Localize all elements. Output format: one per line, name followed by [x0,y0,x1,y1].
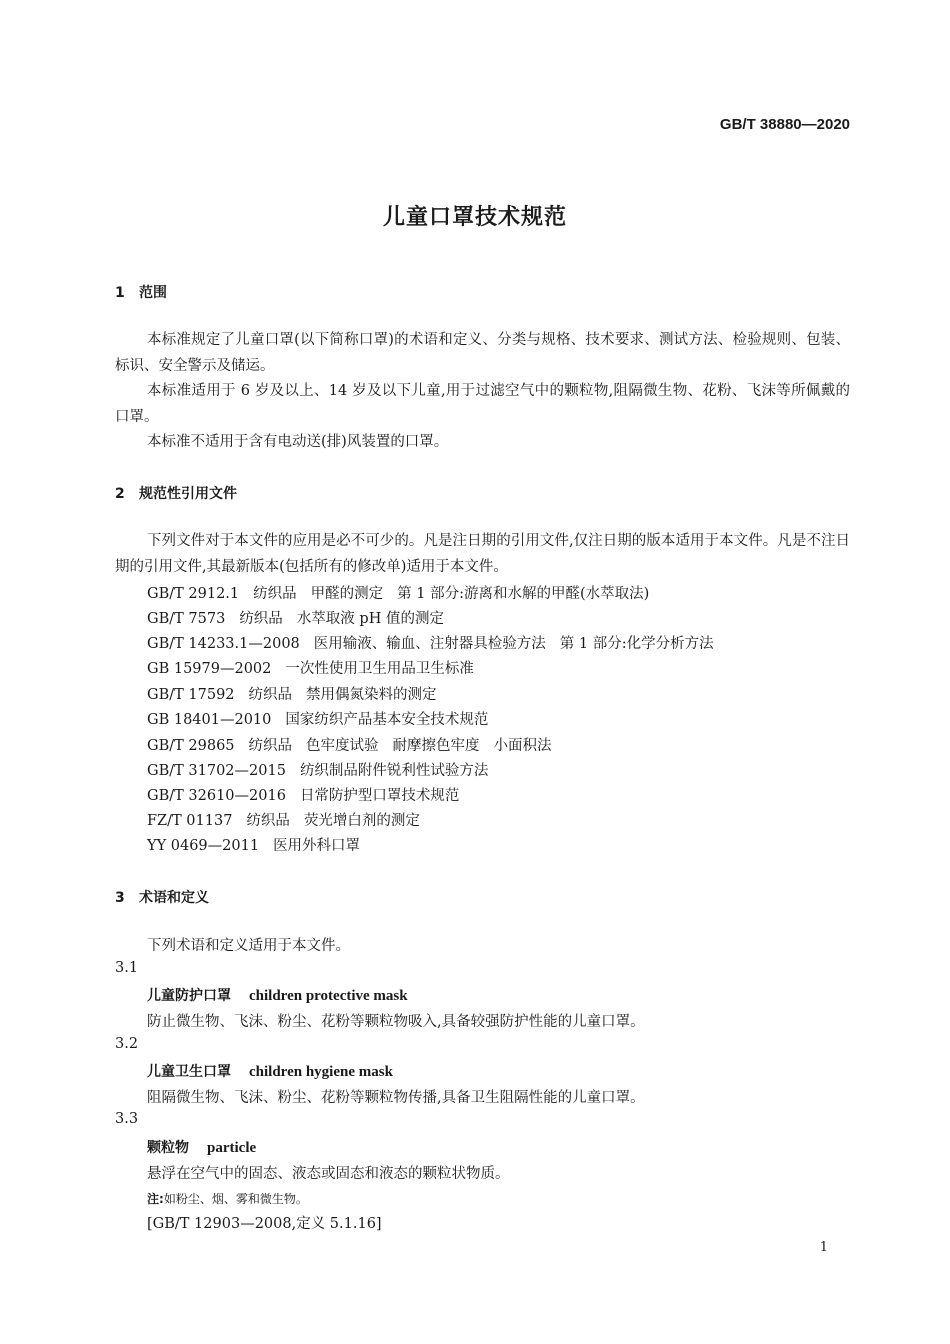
reference-title: 荧光增白剂的测定 [303,813,420,829]
reference-item [147,582,663,603]
reference-item [147,834,374,855]
term-number: 3.2 [115,1036,139,1052]
reference-title: 纺织制品附件锐利性试验方法 [299,763,489,779]
scope-paragraph-3: 本标准不适用于含有电动送(排)风装置的口罩。 [147,434,449,450]
section-number: 3 [115,890,125,906]
reference-item [147,683,451,704]
standard-number: GB/T 38880—2020 [719,116,850,133]
reference-title: 水萃取液 pH 值的测定 [296,611,444,627]
term-number: 3.1 [115,960,139,976]
term-source: [GB/T 12903—2008,定义 5.1.16] [147,1216,382,1232]
reference-item [147,708,502,729]
reference-title: 纺织品 [248,738,293,754]
reference-title: 禁用偶氮染料的测定 [306,687,437,703]
section-title: 规范性引用文件 [139,486,237,502]
reference-code: GB 18401—2010 [147,712,272,728]
section-title: 范围 [139,285,167,301]
section-title: 术语和定义 [139,890,209,906]
term-heading [147,1137,256,1157]
reference-code: GB/T 2912.1 [147,586,240,602]
reference-item [147,632,728,653]
term-en: children protective mask [249,988,408,1004]
scope-paragraph-2: 本标准适用于 6 岁及以上、14 岁及以下儿童,用于过滤空气中的颗粒物,阻隔微生物、花粉、飞沫等所佩戴的口罩。 [115,383,850,425]
reference-title: 第 1 部分:游离和水解的甲醛(水萃取法) [397,586,650,602]
reference-item [147,809,434,830]
reference-title: 小面积法 [493,738,552,754]
section-number: 1 [115,285,125,301]
reference-title: 第 1 部分:化学分析方法 [559,636,714,652]
reference-code: GB/T 32610—2016 [147,788,286,804]
reference-code: GB/T 29865 [147,738,235,754]
term-en: children hygiene mask [249,1064,393,1080]
reference-code: GB/T 7573 [147,611,226,627]
reference-title: 纺织品 [253,586,297,602]
reference-code: GB/T 14233.1—2008 [147,636,300,652]
reference-item [147,784,473,805]
reference-code: GB 15979—2002 [147,661,272,677]
note-text: 如粉尘、烟、雾和微生物。 [163,1192,308,1206]
term-number: 3.3 [115,1111,139,1127]
reference-title: 一次性使用卫生用品卫生标准 [285,661,474,677]
term-zh: 儿童卫生口罩 [147,1064,231,1080]
reference-item [147,607,458,628]
reference-title: 医用输液、输血、注射器具检验方法 [313,636,546,652]
reference-title: 甲醛的测定 [310,586,384,602]
reference-code: FZ/T 01137 [147,813,233,829]
reference-title: 日常防护型口罩技术规范 [299,788,460,804]
term-en: particle [207,1140,257,1156]
page-number: 1 [819,1240,828,1255]
note-label: 注: [147,1192,164,1206]
reference-title: 医用外科口罩 [273,838,361,854]
term-definition: 阻隔微生物、飞沫、粉尘、花粉等颗粒物传播,具备卫生阻隔性能的儿童口罩。 [147,1090,645,1106]
term-zh: 颗粒物 [147,1140,189,1156]
reference-title: 国家纺织产品基本安全技术规范 [285,712,489,728]
reference-title: 纺织品 [246,813,290,829]
reference-code: YY 0469—2011 [147,838,260,854]
reference-title: 纺织品 [248,687,293,703]
normative-intro: 下列文件对于本文件的应用是必不可少的。凡是注日期的引用文件,仅注日期的版本适用于本文件。凡是不注日期的引用文件,其最新版本(包括所有的修改单)适用于本文件。 [115,533,850,575]
reference-item [147,734,566,755]
term-heading [147,1061,393,1081]
reference-code: GB/T 31702—2015 [147,763,286,779]
reference-title: 耐摩擦色牢度 [392,738,480,754]
section-heading-terms [115,887,209,907]
reference-item [147,657,488,678]
section-number: 2 [115,486,125,502]
term-zh: 儿童防护口罩 [147,988,231,1004]
reference-item [147,759,502,780]
term-heading [147,985,408,1005]
section-heading-scope [115,282,167,302]
term-definition: 悬浮在空气中的固态、液态或固态和液态的颗粒状物质。 [147,1166,510,1182]
term-definition: 防止微生物、飞沫、粉尘、花粉等颗粒物吸入,具备较强防护性能的儿童口罩。 [147,1014,645,1030]
section-heading-normative [115,483,237,503]
document-title: 儿童口罩技术规范 [382,205,567,230]
scope-paragraph-1: 本标准规定了儿童口罩(以下简称口罩)的术语和定义、分类与规格、技术要求、测试方法、检验规则、包装、标识、安全警示及储运。 [115,332,850,374]
reference-code: GB/T 17592 [147,687,235,703]
reference-title: 纺织品 [239,611,283,627]
reference-title: 色牢度试验 [306,738,379,754]
terms-intro: 下列术语和定义适用于本文件。 [147,938,350,954]
term-note [147,1190,308,1207]
